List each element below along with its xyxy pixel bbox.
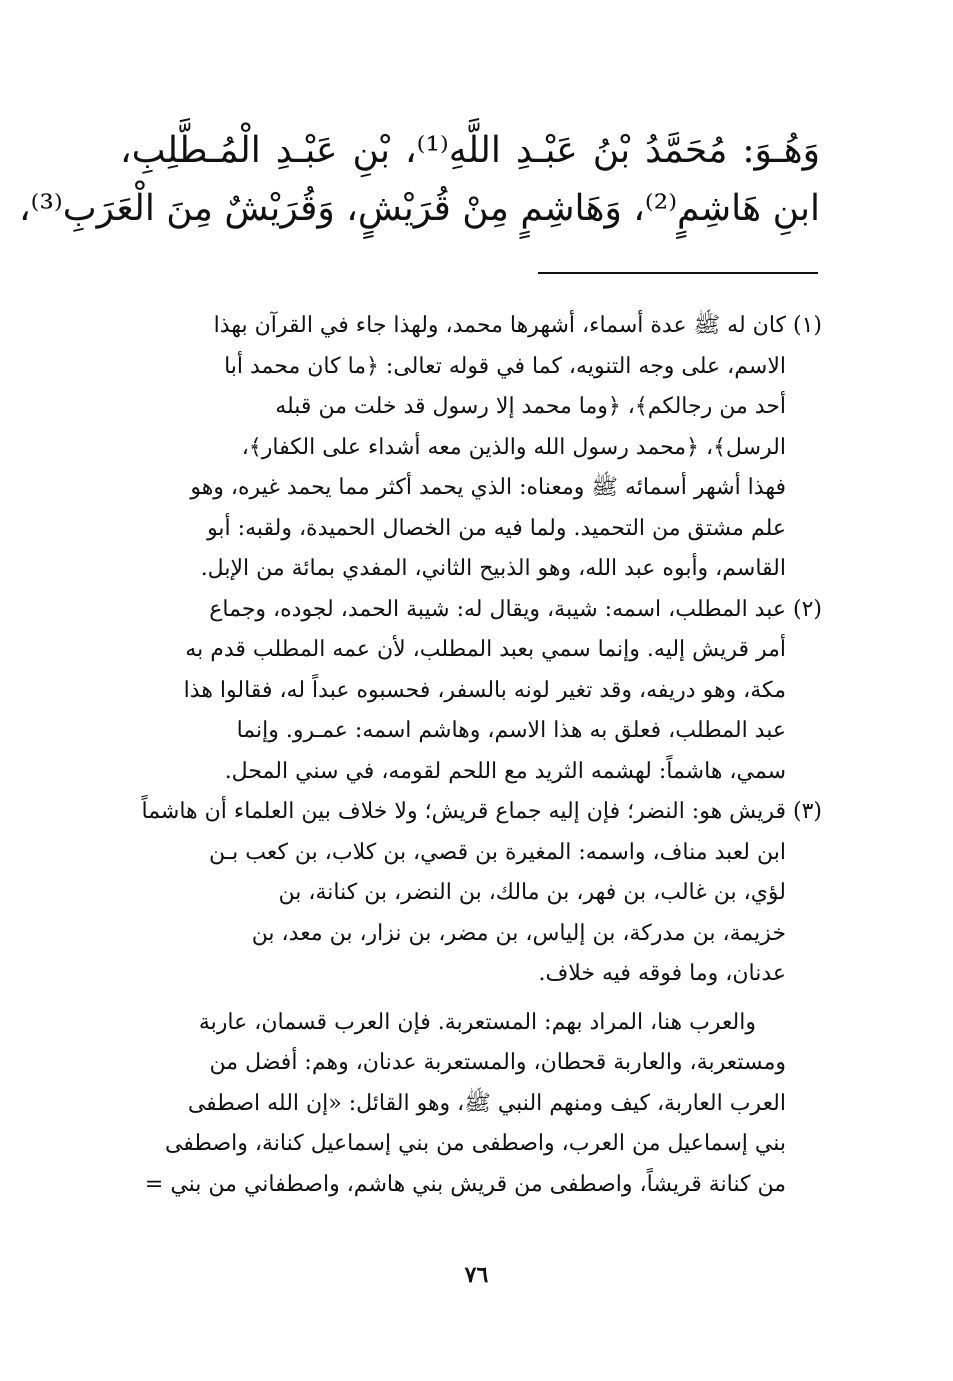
footnote-3-continuation [120, 1003, 822, 1206]
footnote-line: سمي، هاشماً: لهشمه الثريد مع اللحم لقومه، في سني المحل. [224, 758, 786, 784]
main-text [18, 122, 821, 238]
footnote-line: عبد المطلب، فعلق به هذا الاسم، وهاشم اسمه: عمـرو. وإنما [236, 718, 786, 743]
footnote-line: بني إسماعيل من العرب، واصطفى من بني إسماعيل كنانة، واصطفى [164, 1131, 786, 1156]
footnote-line: أحد من رجالكم﴾، ﴿وما محمد إلا رسول قد خلت من قبله [275, 394, 786, 419]
footnote-line: علم مشتق من التحميد. ولما فيه من الخصال الحميدة، ولقبه: أبو [207, 515, 786, 541]
footnote-2 [120, 590, 822, 793]
main-text-line: ابنِ هَاشِمٍ⁽²⁾، وَهَاشِمٍ مِنْ قُرَيْشٍ، وَقُرَيْشٌ مِنَ الْعَرَبِ⁽³⁾، [18, 188, 820, 229]
footnote-line: فهذا أشهر أسمائه ﷺ ومعناه: الذي يحمد أكثر مما يحمد غيره، وهو [190, 475, 786, 500]
footnote-line: والعرب هنا، المراد بهم: المستعربة. فإن العرب قسمان، عاربة [198, 1009, 756, 1035]
footnote-divider [538, 272, 818, 274]
footnote-line: ومستعربة، والعاربة قحطان، والمستعربة عدنان، وهم: أفضل من [209, 1050, 786, 1075]
footnote-line: الرسل﴾، ﴿محمد رسول الله والذين معه أشداء على الكفار﴾، [241, 434, 786, 460]
footnote-line: (١) كان له ﷺ عدة أسماء، أشهرها محمد، ولهذا جاء في القرآن بهذا [213, 313, 822, 338]
footnote-line: القاسم، وأبوه عبد الله، وهو الذبيح الثاني، المفدي بمائة من الإبل. [200, 556, 786, 581]
footnote-line: من كنانة قريشاً، واصطفى من قريش بني هاشم، واصطفاني من بني = [144, 1171, 786, 1197]
footnote-line: (٢) عبد المطلب، اسمه: شيبة، ويقال له: شيبة الحمد، لجوده، وجماع [209, 596, 822, 622]
footnote-3 [120, 792, 822, 995]
footnote-line: العرب العاربة، كيف ومنهم النبي ﷺ، وهو القائل: «إن الله اصطفى [187, 1090, 786, 1116]
footnote-line: مكة، وهو دريفه، وقد تغير لونه بالسفر، فحسبوه عبداً له، فقالوا هذا [183, 677, 786, 703]
main-text-line: وَهُـوَ: مُحَمَّدُ بْنُ عَبْـدِ اللَّهِ⁽¹⁾، بْنِ عَبْـدِ الْمُـطَّلِبِ، [120, 130, 821, 171]
footnote-line: أمر قريش إليه. وإنما سمي بعبد المطلب، لأن عمه المطلب قدم به [185, 637, 786, 662]
footnote-line: (٣) قريش هو: النضر؛ فإن إليه جماع قريش؛ ولا خلاف بين العلماء أن هاشماً [141, 799, 822, 824]
page-number: ٧٦ [464, 1262, 489, 1288]
footnote-line: ابن لعبد مناف، واسمه: المغيرة بن قصي، بن كلاب، بن كعب بـن [208, 839, 786, 865]
footnote-line: خزيمة، بن مدركة، بن إلياس، بن مضر، بن نزار، بن معد، بن [251, 920, 786, 946]
footnote-1 [120, 306, 822, 590]
footnote-line: لؤي، بن غالب، بن فهر، بن مالك، بن النضر، بن كنانة، بن [278, 880, 786, 905]
footnote-line: عدنان، وما فوقه فيه خلاف. [538, 961, 786, 986]
footnotes [120, 306, 822, 1205]
footnote-line: الاسم، على وجه التنويه، كما في قوله تعالى: ﴿ما كان محمد أبا [224, 353, 786, 379]
